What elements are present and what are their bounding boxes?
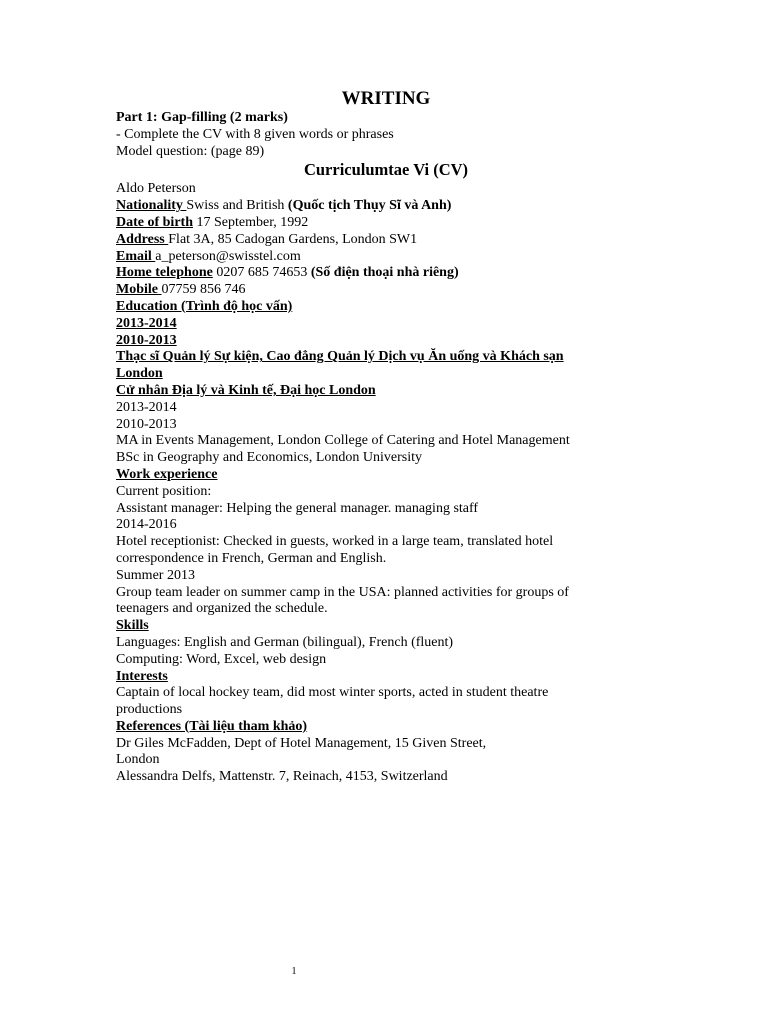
education-year-2: 2010-2013 [116,332,177,348]
page-number: 1 [291,966,297,977]
vn-degree-2: Cử nhân Địa lý và Kinh tế, Đại học London [116,382,376,398]
email-row [116,249,656,266]
model-question-text: Model question: (page 89) [116,143,265,159]
nationality-note: (Quốc tịch Thụy Sĩ và Anh) [287,198,452,214]
page-title: WRITING [341,88,431,109]
home-telephone-row [116,265,656,282]
education-year-1-plain: 2013-2014 [116,399,177,415]
home-telephone-note: (Số điện thoại nhà riêng) [310,265,459,281]
home-telephone-value: 0207 685 74653 [212,265,311,281]
work-period-2: 2014-2016 [116,517,177,533]
work-desc-2-line-1: Hotel receptionist: Checked in guests, worked in a large team, translated hotel [116,534,554,550]
reference-1-line-2: London [116,752,160,768]
dob-row [116,215,656,232]
interests-line-1: Captain of local hockey team, did most winter sports, acted in student theatre [116,685,549,701]
work-current-desc: Assistant manager: Helping the general manager. managing staff [116,500,479,516]
education-heading: Education (Trình độ học vấn) [116,298,293,314]
vn-degree-1-line-2: London [116,366,163,382]
candidate-name: Aldo Peterson [116,181,196,197]
mobile-value: 07759 856 746 [161,282,246,298]
degree-2: BSc in Geography and Economics, London University [116,450,423,466]
document-page [116,88,656,786]
degree-1: MA in Events Management, London College of Catering and Hotel Management [116,433,570,449]
address-row [116,232,656,249]
nationality-value: Swiss and British [186,198,288,214]
skills-heading: Skills [116,618,149,634]
mobile-label: Mobile [116,282,162,298]
part-label: Part 1: Gap-filling (2 marks) [116,110,288,125]
reference-2: Alessandra Delfs, Mattenstr. 7, Reinach, 4153, Switzerland [116,769,448,785]
email-value: a_peterson@swisstel.com [155,248,301,264]
vn-degree-1-line-1: Thạc sĩ Quản lý Sự kiện, Cao đẳng Quản lý Dịch vụ Ăn uống và Khách sạn [116,349,564,365]
mobile-row [116,282,656,299]
reference-1-line-1: Dr Giles McFadden, Dept of Hotel Management, 15 Given Street, [116,735,487,751]
education-year-1: 2013-2014 [116,315,177,331]
work-desc-2-line-2: correspondence in French, German and English. [116,550,387,566]
work-heading: Work experience [116,466,218,482]
work-desc-3-line-2: teenagers and organized the schedule. [116,601,328,617]
references-heading: References (Tài liệu tham khảo) [116,718,308,734]
nationality-label: Nationality [116,198,187,214]
work-desc-3-line-1: Group team leader on summer camp in the USA: planned activities for groups of [116,584,569,600]
dob-value: 17 September, 1992 [193,214,309,230]
interests-line-2: productions [116,702,183,718]
work-current-label: Current position: [116,483,212,499]
address-value: Flat 3A, 85 Cadogan Gardens, London SW1 [168,231,418,247]
email-label: Email [116,248,156,264]
skills-computing: Computing: Word, Excel, web design [116,651,327,667]
education-year-2-plain: 2010-2013 [116,416,177,432]
home-telephone-label: Home telephone [116,265,213,281]
skills-languages: Languages: English and German (bilingual), French (fluent) [116,634,454,650]
nationality-row [116,198,656,215]
address-label: Address [116,231,169,247]
cv-title: Curriculumtae Vi (CV) [303,160,469,180]
dob-label: Date of birth [116,214,193,230]
work-period-3: Summer 2013 [116,567,195,583]
instruction-text: - Complete the CV with 8 given words or phrases [116,126,394,142]
interests-heading: Interests [116,668,168,684]
